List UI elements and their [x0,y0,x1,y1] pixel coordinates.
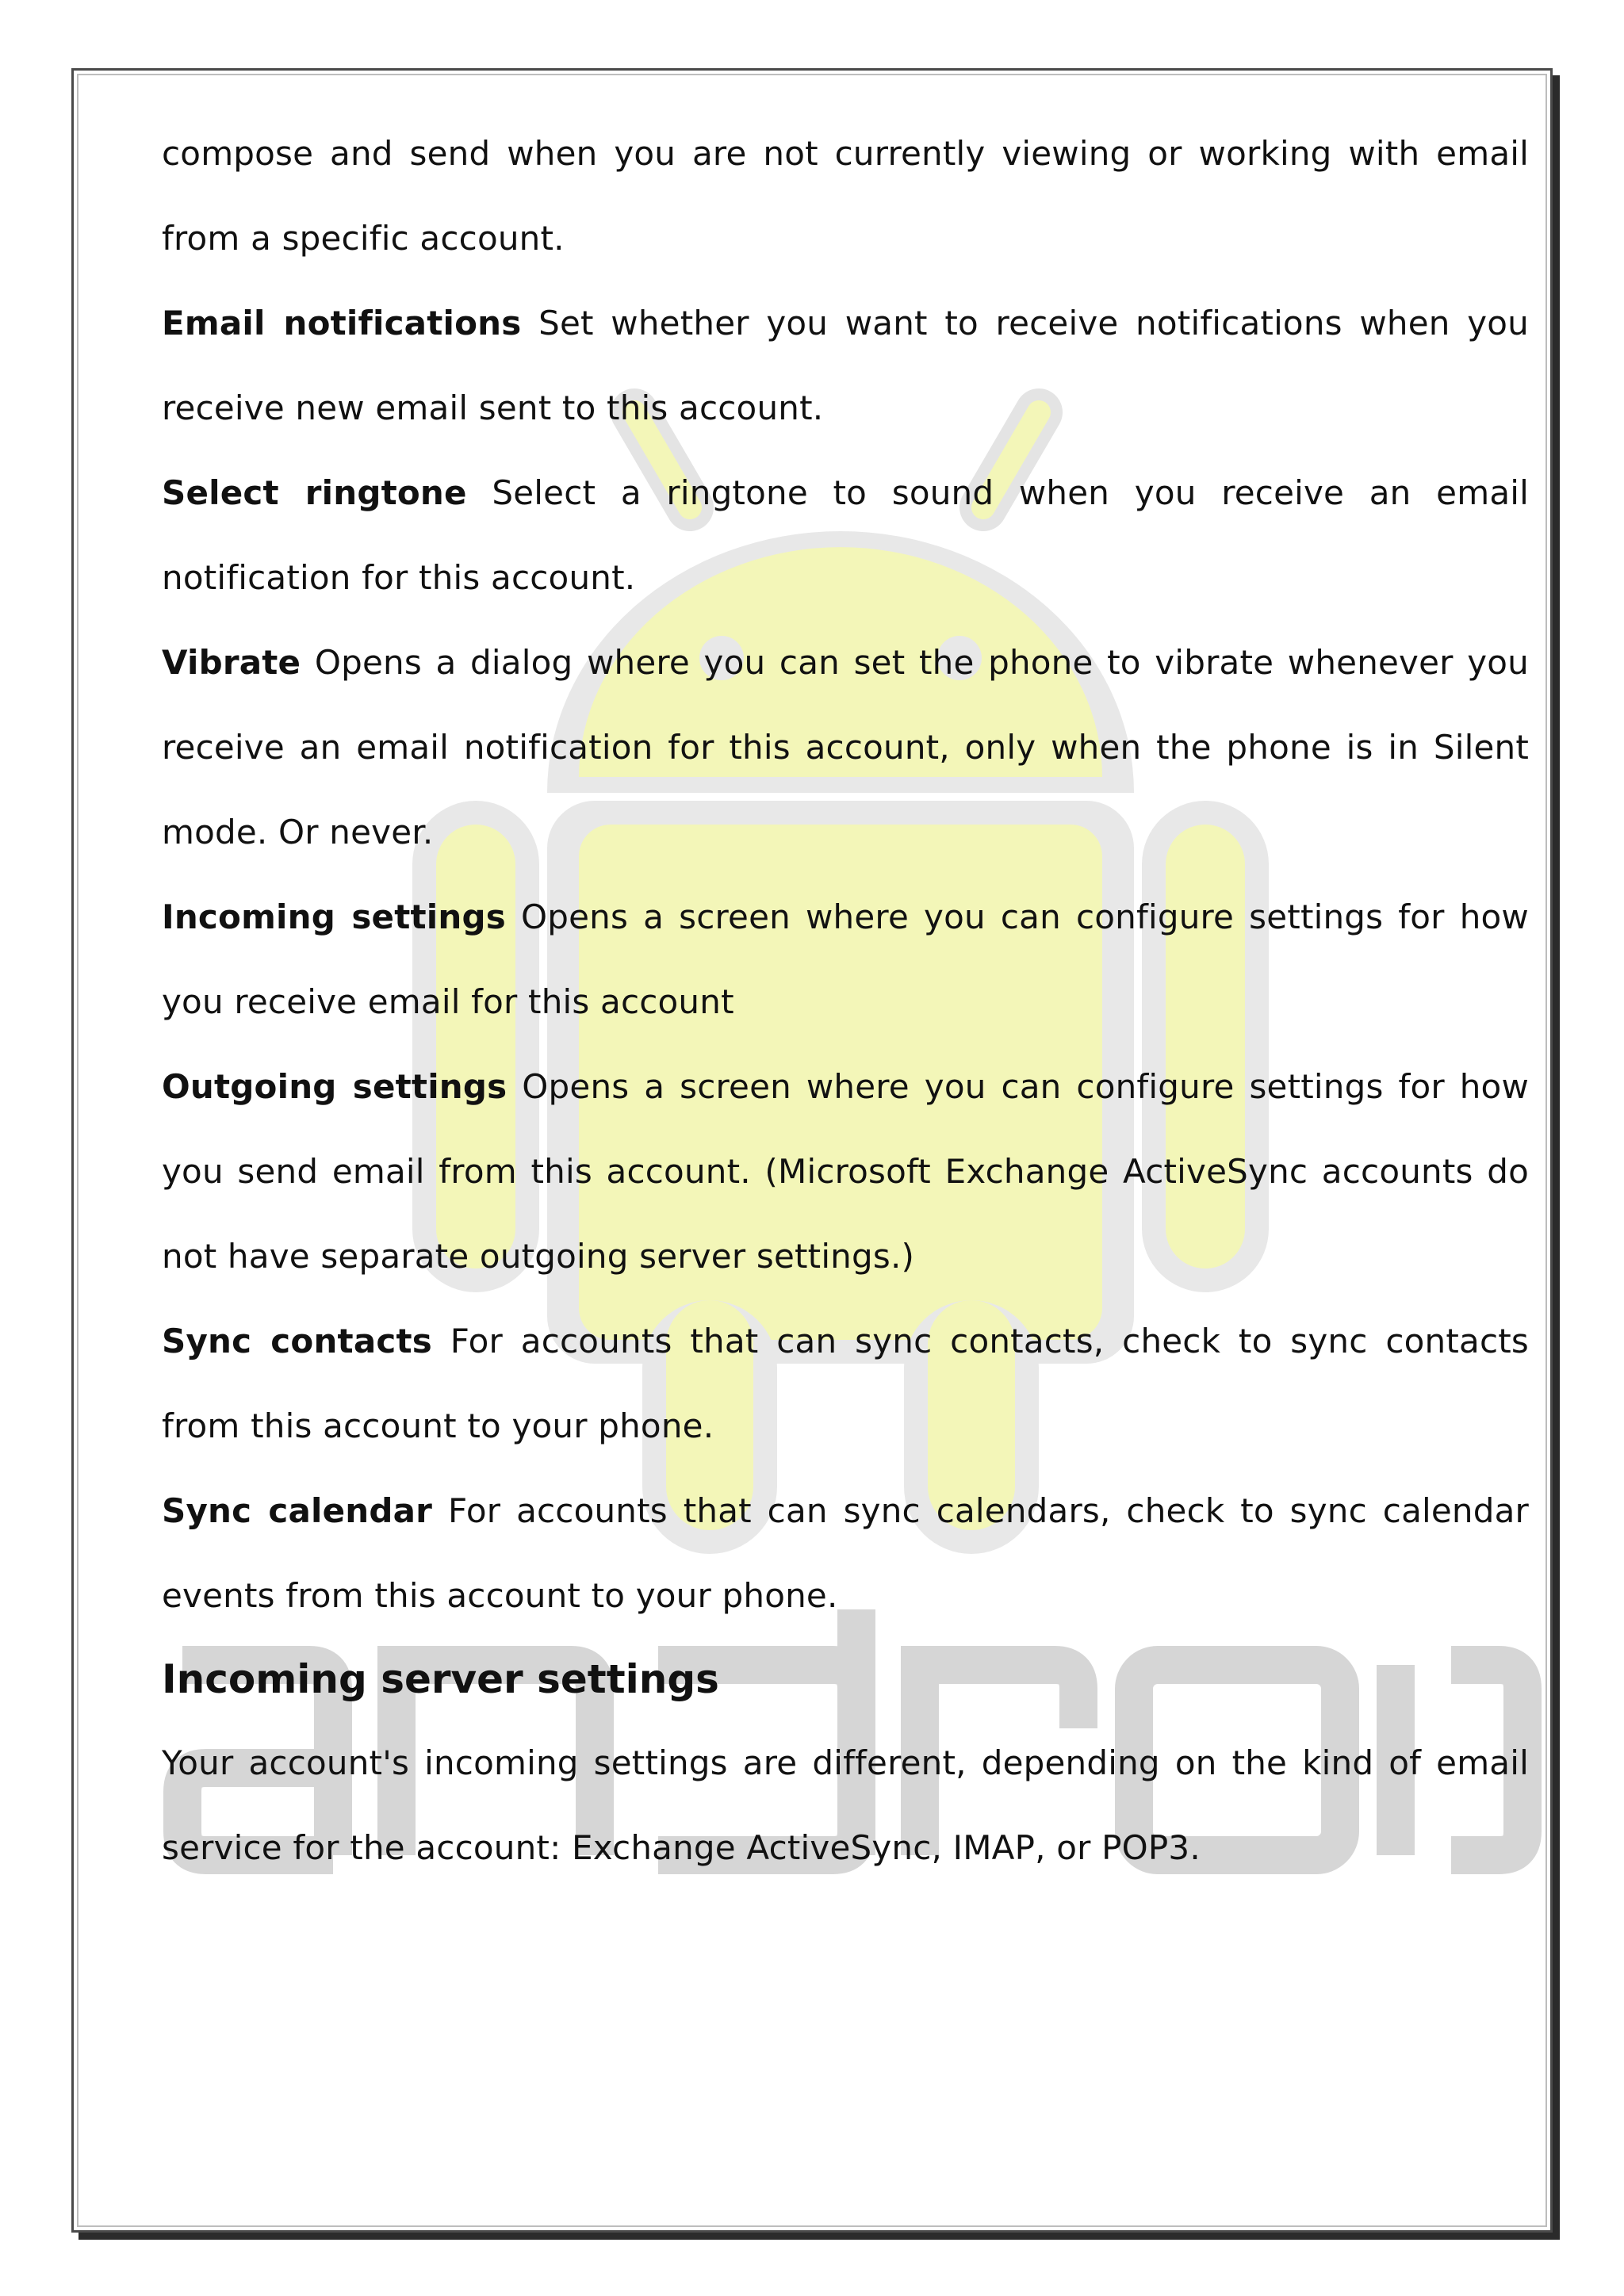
setting-description: For accounts that can sync calendars, check to sync calendar events from this account to your phone. [162,1491,1529,1615]
setting-description: Opens a screen where you can configure settings for how you receive email for this account [162,897,1529,1021]
setting-description: Select a ringtone to sound when you receive an email notification for this account. [162,473,1529,597]
continuation-paragraph: compose and send when you are not currently viewing or working with email from a specific account. [162,134,1529,258]
setting-description: For accounts that can sync contacts, check to sync contacts from this account to your phone. [162,1322,1529,1445]
setting-description: Opens a screen where you can configure settings for how you send email from this account. (Microsoft Exchange ActiveSync accounts do not have separate outgoing server settings.) [162,1067,1529,1276]
setting-description: Opens a dialog where you can set the phone to vibrate whenever you receive an email notification for this account, only when the phone is in Silent mode. Or never. [162,643,1529,851]
document-body [162,111,1529,1890]
setting-term: Vibrate [162,643,301,682]
setting-term: Select ringtone [162,473,467,512]
setting-term: Outgoing settings [162,1067,508,1106]
setting-outgoing-settings [162,1044,1529,1299]
setting-term: Sync calendar [162,1491,433,1530]
setting-vibrate [162,620,1529,874]
section-heading: Incoming server settings [162,1656,719,1702]
setting-term: Sync contacts [162,1322,432,1360]
setting-term: Email notifications [162,304,522,342]
setting-description: Set whether you want to receive notifications when you receive new email sent to this account. [162,304,1529,427]
setting-select-ringtone [162,450,1529,620]
setting-sync-contacts [162,1299,1529,1468]
setting-term: Incoming settings [162,897,506,936]
setting-email-notifications [162,281,1529,450]
setting-incoming-settings [162,874,1529,1044]
setting-sync-calendar [162,1468,1529,1638]
section-paragraph: Your account's incoming settings are different, depending on the kind of email service for the account: Exchange ActiveSync, IMAP, or POP3. [162,1743,1529,1867]
